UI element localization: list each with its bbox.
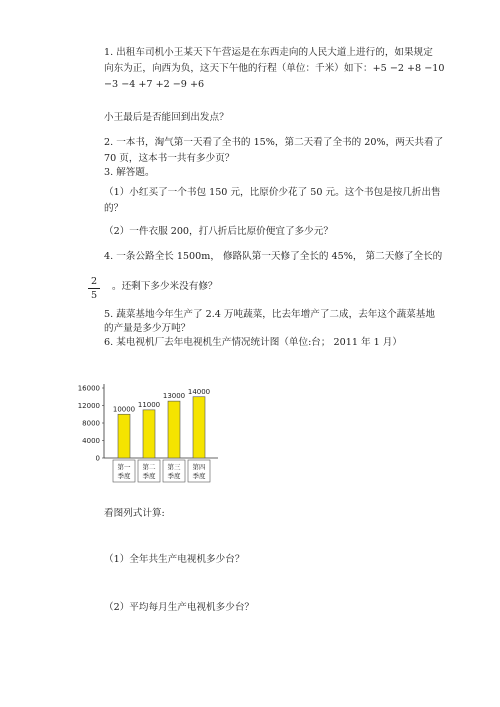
category-label: 季度 <box>142 472 156 480</box>
bar-value-label: 10000 <box>112 405 136 414</box>
bar-q3 <box>168 401 180 458</box>
category-label: 季度 <box>167 472 181 480</box>
p3-q1-line2: 的？ <box>104 203 124 214</box>
bar-value-label: 13000 <box>162 392 186 401</box>
bar-q4 <box>193 397 205 458</box>
y-tick-label: 4000 <box>82 437 100 445</box>
bar-q2 <box>143 410 155 458</box>
p5-text-line1: 5. 蔬菜基地今年生产了 2.4 万吨蔬菜，比去年增产了二成，去年这个蔬菜基地 <box>104 309 435 320</box>
p6-q1: （1）全年共生产电视机多少台？ <box>104 554 245 565</box>
fraction-denominator: 5 <box>90 290 98 301</box>
y-tick-label: 12000 <box>77 402 100 410</box>
p2-text-line1: 2. 一本书，淘气第一天看了全书的 15%，第二天看了全书的 20%，两天共看了 <box>104 137 444 148</box>
fraction-numerator: 2 <box>90 276 98 287</box>
category-label: 第一 <box>117 463 131 471</box>
p1-text-line2: 向东为正，向西为负，这天下午他的行程（单位：千米）如下：+5 −2 +8 −10 <box>104 63 445 74</box>
p1-text-line3: −3 −4 +7 +2 −9 +6 <box>104 79 205 90</box>
p3-title: 3. 解答题。 <box>104 167 155 178</box>
bar-q1 <box>118 414 130 458</box>
p4-text-line2: 。还剩下多少米没有修？ <box>112 281 218 292</box>
category-label: 第三 <box>167 463 181 471</box>
p3-q1-line1: （1）小红买了一个书包 150 元，比原价少花了 50 元。这个书包是按几折出售 <box>104 187 441 198</box>
bar-value-label: 14000 <box>187 387 211 396</box>
p6-title: 6. 某电视机厂去年电视机生产情况统计图（单位:台； 2011 年 1 月） <box>104 337 402 348</box>
y-tick-label: 0 <box>95 454 100 463</box>
p2-text-line2: 70 页，这本书一共有多少页？ <box>104 153 235 164</box>
p5-text-line2: 的产量是多少万吨？ <box>104 323 191 334</box>
category-label: 第四 <box>192 463 206 471</box>
y-tick-label: 16000 <box>77 384 100 393</box>
bar-value-label: 11000 <box>137 400 161 409</box>
fraction-bar <box>88 288 100 289</box>
p4-text-line1: 4. 一条公路全长 1500m， 修路队第一天修了全长的 45%， 第二天修了全长的 <box>104 251 443 262</box>
p6-q2: （2）平均每月生产电视机多少台？ <box>104 602 255 613</box>
p3-q2: （2）一件衣服 200，打八折后比原价便宜了多少元？ <box>104 226 333 237</box>
p1-question: 小王最后是否能回到出发点？ <box>104 112 229 123</box>
category-label: 第二 <box>142 463 156 471</box>
p1-text-line1: 1. 出租车司机小王某天下午营运是在东西走向的人民大道上进行的，如果规定 <box>104 47 433 58</box>
category-label: 季度 <box>117 472 131 480</box>
bar-chart <box>70 378 230 493</box>
p4-fraction <box>88 276 100 301</box>
y-tick-label: 8000 <box>82 419 100 428</box>
chart-instruction: 看图列式计算: <box>104 508 165 519</box>
category-label: 季度 <box>192 472 206 480</box>
